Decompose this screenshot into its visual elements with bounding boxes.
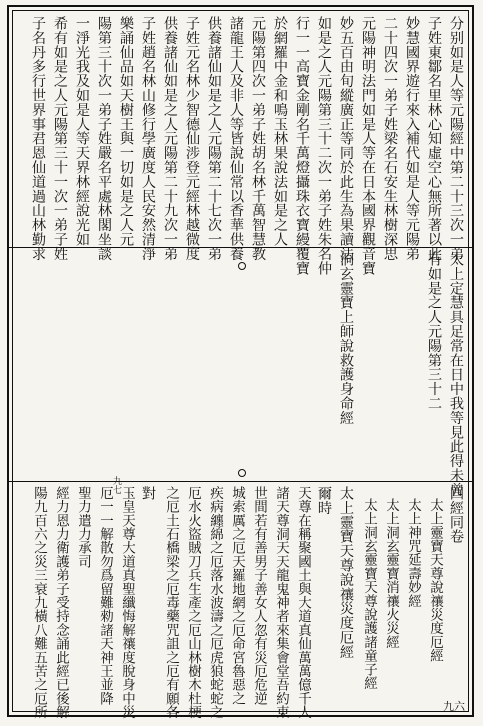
text-column: 元陽第四次一弟子姓胡名林千萬智慧教 xyxy=(250,16,266,261)
text-column: 一淨光我及如是人等天界林經說光如 xyxy=(74,16,90,247)
text-column: 諸龍王人及非人等皆說仙常以香華供養 xyxy=(228,16,244,261)
section-divider-2 xyxy=(9,481,472,482)
text-column: 行一一高寶金剛名千萬燈攝珠衣寶縵覆寶 xyxy=(294,16,310,276)
text-column: 經力恩力衛護弟子受持念誦此經已後解 xyxy=(53,486,69,719)
text-column: 子姓東鄒名里林心知虛空心無所著以此 xyxy=(426,16,442,261)
text-column: 太上靈寶天尊說禳災度厄經 xyxy=(338,486,354,659)
binding-hole-mark xyxy=(238,262,246,270)
text-column: 玉皇天尊大道真聖纖悔解禳度脫身中災 xyxy=(119,486,135,719)
text-column: 之厄土石橋梁之厄毒藥咒詛之厄有願各 xyxy=(163,486,179,719)
text-column: 妙慧國界遊行來入補代如是人等元陽弟 xyxy=(404,16,420,261)
text-column: 妙五百由旬縱廣正等同於此生為果讀法 xyxy=(338,16,354,261)
text-column: 分别如是人等元陽經中第二十三次一弟 xyxy=(448,16,464,261)
text-column: 供養諸仙如是之人元陽第二十七次一弟 xyxy=(206,16,222,261)
text-column: 太上洞玄靈寶天尊說護諸童子經 xyxy=(361,498,377,690)
text-column: 諸天尊洞天天龍鬼神者來集會堂吾約東 xyxy=(273,486,289,719)
text-column: 厄水火盜賊刀兵生產之厄山林樹木杜梗 xyxy=(185,486,201,719)
binding-hole-mark xyxy=(238,469,246,477)
margin-note: 九七 xyxy=(111,476,121,494)
text-column: 子姓元名林少智德仙涉登元經林越微度 xyxy=(184,16,200,261)
text-column: 陽九百六之災三衰九橫八難五苦之厄所 xyxy=(31,486,47,719)
text-column: 聖力遣力承司 xyxy=(75,486,91,569)
text-column: 陽第三十次一弟子姓嚴名平處林閣坐談 xyxy=(96,16,112,261)
text-column: 子姓趙名林山修行學廣度人民安然清淨 xyxy=(140,16,156,261)
page-number: 九六 xyxy=(443,700,465,713)
text-column: 太上洞玄靈寶消禳火災經 xyxy=(383,498,399,649)
text-column: 元陽神明法門如是人等在日本國界觀音寶 xyxy=(360,16,376,276)
text-column: 城索厲之厄天羅地網之厄命宮魯惡之 xyxy=(229,486,245,706)
text-column: 天尊在稱聚國土與大道真仙萬萬億千人 xyxy=(295,486,311,719)
text-column: 爾時 xyxy=(316,486,332,515)
text-column: 有如是之人元陽第三十二 xyxy=(426,252,442,411)
text-column: 子名丹多行世界事君恩仙道過山林勤求 xyxy=(30,16,46,261)
text-column: 疾病纏綿之厄落水波濤之厄虎狼蛇蛇之 xyxy=(207,486,223,719)
text-column: 於網羅中金和鳴玉林果說法如是之人 xyxy=(272,16,288,247)
text-column: 供養諸仙如是之人元陽第二十九次一弟 xyxy=(162,16,178,261)
text-column: 厄一一解散勿爲留難勑諸天神王並降 xyxy=(97,486,113,706)
text-column: 樂誦仙品如天樹王與一切如是之人元 xyxy=(118,16,134,247)
sutra-title: 洞玄靈寶上師說救護身命經 xyxy=(338,252,354,425)
text-column: 太上靈寶天尊說禳災度厄經 xyxy=(427,498,443,663)
text-column: 如是之人元陽第三十二次一弟子姓朱名仲 xyxy=(316,16,332,276)
section-heading: 四經同卷 xyxy=(448,486,464,544)
text-column: 希有如是之人元陽第三十一次一弟子姓 xyxy=(52,16,68,261)
text-column: 太上定慧具足常在日中我等見此得未曾 xyxy=(448,252,464,497)
text-column: 太上神咒延壽妙經 xyxy=(405,498,421,608)
text-column: 二十四次一弟子姓梁名石安生林樹深思 xyxy=(382,16,398,261)
text-column: 對 xyxy=(140,486,156,501)
text-column: 世間若有善男子善女人忽有災厄危逆 xyxy=(251,486,267,706)
